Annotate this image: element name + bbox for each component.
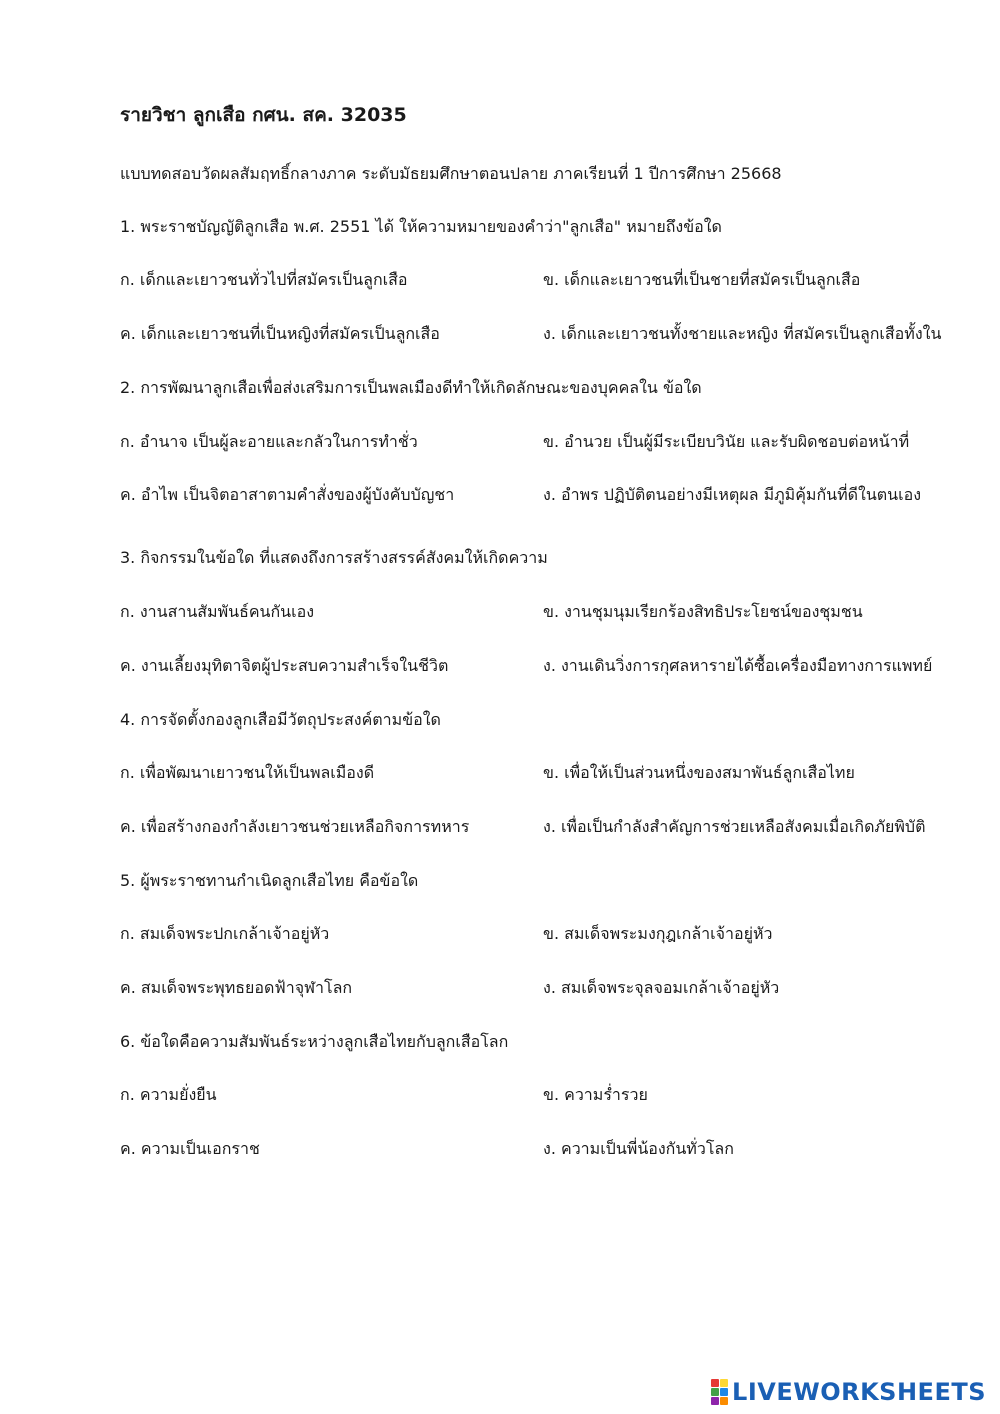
question-2-choice-a[interactable]: ก. อำนาจ เป็นผู้ละอายและกลัวในการทำชั่ว [120,432,418,451]
question-1-choice-d[interactable]: ง. เด็กและเยาวชนทั้งชายและหญิง ที่สมัครเป็นลูกเสือทั้งใน [543,324,942,343]
page-title: รายวิชา ลูกเสือ กศน. สค. 32035 [120,104,407,126]
question-4-choice-c[interactable]: ค. เพื่อสร้างกองกำลังเยาวชนช่วยเหลือกิจการทหาร [120,817,470,836]
question-6: 6. ข้อใดคือความสัมพันธ์ระหว่างลูกเสือไทยกับลูกเสือโลก [120,1032,509,1051]
question-4-choice-b[interactable]: ข. เพื่อให้เป็นส่วนหนึ่งของสมาพันธ์ลูกเสือไทย [543,763,855,782]
question-1: 1. พระราชบัญญัติลูกเสือ พ.ศ. 2551 ได้ ให้ความหมายของคำว่า"ลูกเสือ" หมายถึงข้อใด [120,217,722,236]
question-5-choice-a[interactable]: ก. สมเด็จพระปกเกล้าเจ้าอยู่หัว [120,924,330,943]
question-5: 5. ผู้พระราชทานกำเนิดลูกเสือไทย คือข้อใด [120,871,419,890]
question-2: 2. การพัฒนาลูกเสือเพื่อส่งเสริมการเป็นพลเมืองดีทำให้เกิดลักษณะของบุคคลใน ข้อใด [120,378,702,397]
question-6-choice-c[interactable]: ค. ความเป็นเอกราช [120,1139,260,1158]
logo-square-icon [711,1397,719,1405]
question-3-choice-c[interactable]: ค. งานเลี้ยงมุทิตาจิตผู้ประสบความสำเร็จในชีวิต [120,656,449,675]
logo-text: LIVEWORKSHEETS [732,1378,986,1406]
question-4-choice-d[interactable]: ง. เพื่อเป็นกำลังสำคัญการช่วยเหลือสังคมเมื่อเกิดภัยพิบัติ [543,817,926,836]
liveworksheets-logo-icon [711,1379,728,1405]
logo-square-icon [711,1388,719,1396]
question-5-choice-c[interactable]: ค. สมเด็จพระพุทธยอดฟ้าจุฬาโลก [120,978,353,997]
question-6-choice-a[interactable]: ก. ความยั่งยืน [120,1085,217,1104]
question-3: 3. กิจกรรมในข้อใด ที่แสดงถึงการสร้างสรรค์สังคมให้เกิดความ [120,548,548,567]
question-1-choice-a[interactable]: ก. เด็กและเยาวชนทั่วไปที่สมัครเป็นลูกเสือ [120,270,408,289]
logo-square-icon [720,1388,728,1396]
question-5-choice-d[interactable]: ง. สมเด็จพระจุลจอมเกล้าเจ้าอยู่หัว [543,978,780,997]
question-2-choice-c[interactable]: ค. อำไพ เป็นจิตอาสาตามคำสั่งของผู้บังคับบัญชา [120,485,455,504]
question-1-choice-b[interactable]: ข. เด็กและเยาวชนที่เป็นชายที่สมัครเป็นลูกเสือ [543,270,861,289]
question-3-choice-a[interactable]: ก. งานสานสัมพันธ์คนกันเอง [120,602,314,621]
question-1-choice-c[interactable]: ค. เด็กและเยาวชนที่เป็นหญิงที่สมัครเป็นลูกเสือ [120,324,440,343]
question-3-choice-d[interactable]: ง. งานเดินวิ่งการกุศลหารายได้ซื้อเครื่องมือทางการแพทย์ [543,656,933,675]
page-subtitle: แบบทดสอบวัดผลสัมฤทธิ์กลางภาค ระดับมัธยมศึกษาตอนปลาย ภาคเรียนที่ 1 ปีการศึกษา 25668 [120,164,782,183]
question-6-choice-d[interactable]: ง. ความเป็นพี่น้องกันทั่วโลก [543,1139,734,1158]
question-6-choice-b[interactable]: ข. ความร่ำรวย [543,1085,648,1104]
question-5-choice-b[interactable]: ข. สมเด็จพระมงกุฎเกล้าเจ้าอยู่หัว [543,924,773,943]
question-2-choice-b[interactable]: ข. อำนวย เป็นผู้มีระเบียบวินัย และรับผิดชอบต่อหน้าที่ [543,432,910,451]
liveworksheets-logo [711,1378,986,1406]
logo-square-icon [720,1379,728,1387]
question-3-choice-b[interactable]: ข. งานชุมนุมเรียกร้องสิทธิประโยชน์ของชุมชน [543,602,863,621]
question-4: 4. การจัดตั้งกองลูกเสือมีวัตถุประสงค์ตามข้อใด [120,710,441,729]
logo-square-icon [720,1397,728,1405]
question-4-choice-a[interactable]: ก. เพื่อพัฒนาเยาวชนให้เป็นพลเมืองดี [120,763,375,782]
question-2-choice-d[interactable]: ง. อำพร ปฏิบัติตนอย่างมีเหตุผล มีภูมิคุ้มกันที่ดีในตนเอง [543,485,921,504]
logo-square-icon [711,1379,719,1387]
